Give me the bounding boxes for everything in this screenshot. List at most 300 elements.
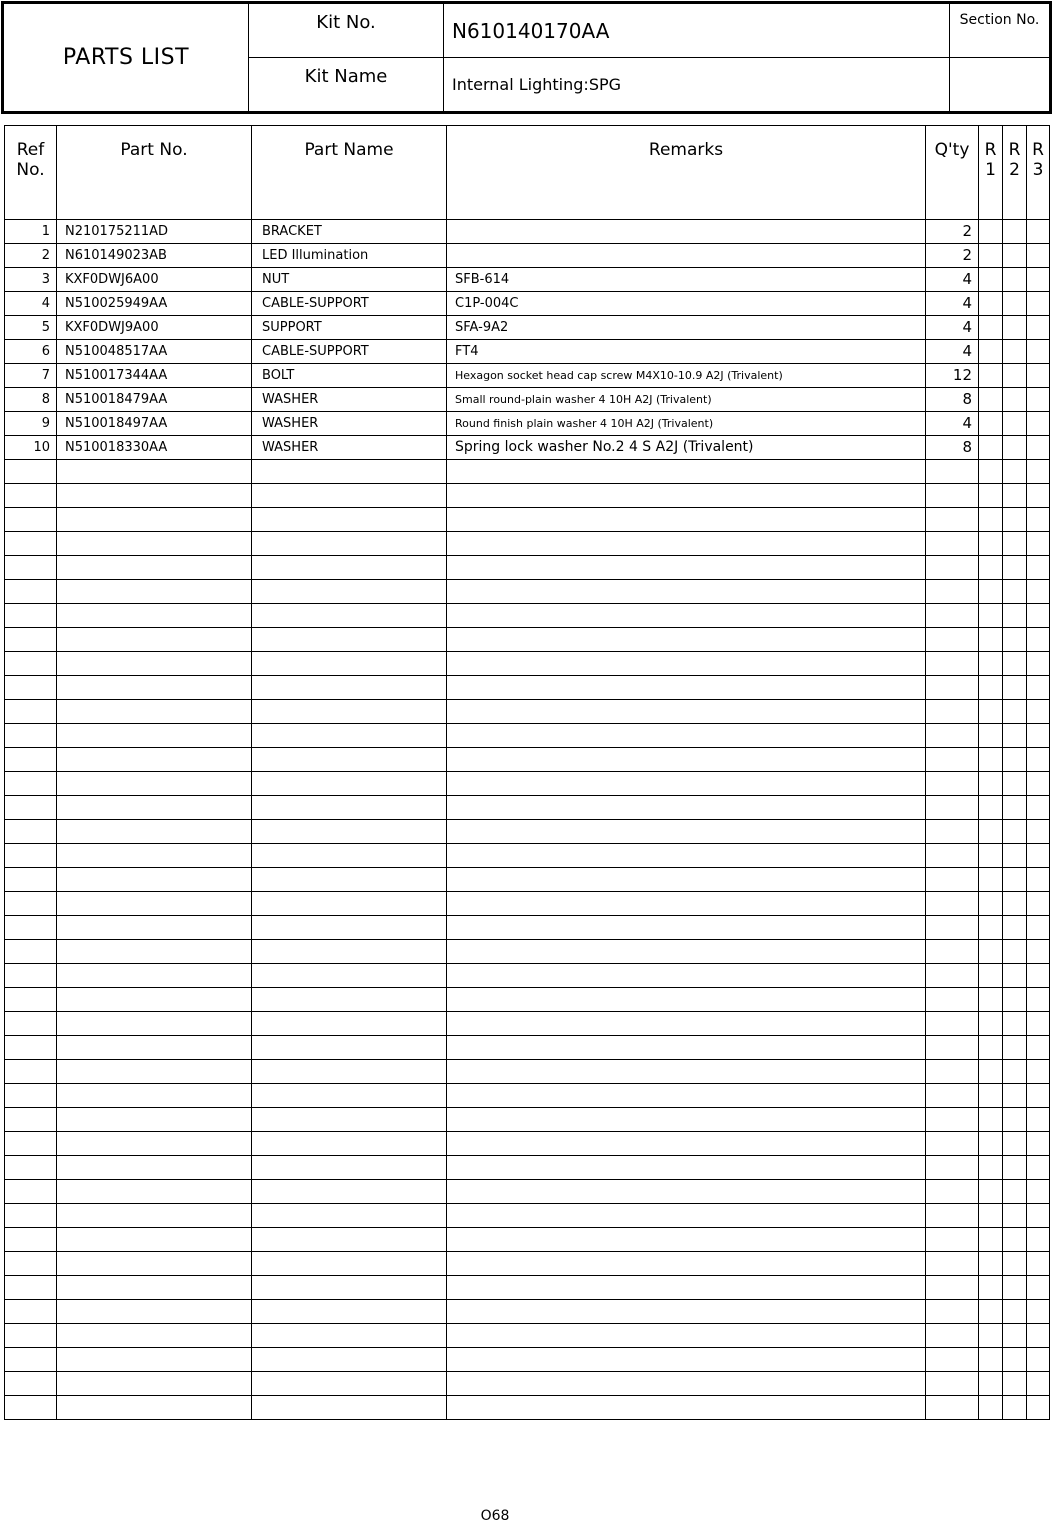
table-row-empty — [5, 556, 1050, 580]
empty-cell — [57, 700, 252, 724]
part-no-cell: N510025949AA — [57, 292, 252, 316]
qty-cell: 12 — [926, 364, 979, 388]
empty-cell — [5, 1204, 57, 1228]
empty-cell — [5, 1108, 57, 1132]
empty-cell — [1003, 940, 1027, 964]
empty-cell — [1003, 484, 1027, 508]
ref-no-cell: 8 — [5, 388, 57, 412]
empty-cell — [1027, 1252, 1050, 1276]
qty-cell: 4 — [926, 316, 979, 340]
empty-cell — [1003, 1324, 1027, 1348]
table-row-empty — [5, 1060, 1050, 1084]
empty-cell — [447, 916, 926, 940]
empty-cell — [1003, 844, 1027, 868]
empty-cell — [447, 676, 926, 700]
col-header-part-no: Part No. — [57, 126, 252, 220]
empty-cell — [252, 1084, 447, 1108]
r2-cell — [1003, 220, 1027, 244]
empty-cell — [926, 988, 979, 1012]
table-row-empty — [5, 508, 1050, 532]
empty-cell — [5, 460, 57, 484]
table-row-empty — [5, 1228, 1050, 1252]
empty-cell — [926, 820, 979, 844]
empty-cell — [57, 988, 252, 1012]
empty-cell — [5, 796, 57, 820]
part-no-cell: N610149023AB — [57, 244, 252, 268]
empty-cell — [57, 724, 252, 748]
empty-cell — [926, 964, 979, 988]
empty-cell — [5, 1228, 57, 1252]
empty-cell — [979, 844, 1003, 868]
empty-cell — [5, 532, 57, 556]
table-row-empty — [5, 1036, 1050, 1060]
empty-cell — [5, 1180, 57, 1204]
empty-cell — [252, 1228, 447, 1252]
table-row-empty — [5, 1180, 1050, 1204]
r1-cell — [979, 436, 1003, 460]
empty-cell — [57, 796, 252, 820]
empty-cell — [979, 700, 1003, 724]
empty-cell — [926, 1156, 979, 1180]
empty-cell — [979, 1012, 1003, 1036]
empty-cell — [447, 700, 926, 724]
empty-cell — [1027, 652, 1050, 676]
empty-cell — [979, 1300, 1003, 1324]
empty-cell — [57, 1012, 252, 1036]
empty-cell — [1027, 988, 1050, 1012]
empty-cell — [1003, 1036, 1027, 1060]
empty-cell — [252, 988, 447, 1012]
empty-cell — [979, 532, 1003, 556]
empty-cell — [1003, 652, 1027, 676]
empty-cell — [57, 1108, 252, 1132]
empty-cell — [5, 844, 57, 868]
empty-cell — [979, 1348, 1003, 1372]
empty-cell — [1027, 628, 1050, 652]
empty-cell — [1027, 1060, 1050, 1084]
empty-cell — [926, 1324, 979, 1348]
col-header-part-name: Part Name — [252, 126, 447, 220]
header-box — [1, 1, 1052, 114]
table-row-empty — [5, 892, 1050, 916]
empty-cell — [447, 844, 926, 868]
empty-cell — [252, 484, 447, 508]
table-row — [5, 340, 1050, 364]
r3-cell — [1027, 244, 1050, 268]
empty-cell — [252, 652, 447, 676]
table-row — [5, 292, 1050, 316]
empty-cell — [252, 748, 447, 772]
r1-cell — [979, 340, 1003, 364]
empty-cell — [926, 796, 979, 820]
empty-cell — [1027, 748, 1050, 772]
part-no-cell: N510018479AA — [57, 388, 252, 412]
empty-cell — [979, 1036, 1003, 1060]
empty-cell — [979, 1228, 1003, 1252]
part-name-cell: WASHER — [252, 436, 447, 460]
empty-cell — [1027, 1204, 1050, 1228]
empty-cell — [5, 700, 57, 724]
empty-cell — [5, 556, 57, 580]
parts-table — [4, 125, 1050, 1420]
r3-cell — [1027, 292, 1050, 316]
empty-cell — [1027, 1132, 1050, 1156]
remarks-cell: Round finish plain washer 4 10H A2J (Trivalent) — [447, 412, 926, 436]
empty-cell — [1003, 1132, 1027, 1156]
empty-cell — [926, 1396, 979, 1420]
empty-cell — [57, 460, 252, 484]
empty-cell — [57, 1036, 252, 1060]
table-row-empty — [5, 1108, 1050, 1132]
empty-cell — [1003, 988, 1027, 1012]
empty-cell — [5, 1252, 57, 1276]
empty-cell — [252, 916, 447, 940]
empty-cell — [57, 820, 252, 844]
ref-no-cell: 4 — [5, 292, 57, 316]
ref-no-cell: 10 — [5, 436, 57, 460]
empty-cell — [926, 772, 979, 796]
empty-cell — [1027, 508, 1050, 532]
empty-cell — [447, 1372, 926, 1396]
empty-cell — [1027, 796, 1050, 820]
empty-cell — [57, 604, 252, 628]
empty-cell — [5, 772, 57, 796]
r2-cell — [1003, 388, 1027, 412]
empty-cell — [1003, 772, 1027, 796]
empty-cell — [1003, 700, 1027, 724]
table-row-empty — [5, 1156, 1050, 1180]
empty-cell — [447, 868, 926, 892]
ref-no-cell: 3 — [5, 268, 57, 292]
kit-no-value: N610140170AA — [444, 3, 950, 58]
empty-cell — [57, 1252, 252, 1276]
empty-cell — [57, 964, 252, 988]
empty-cell — [447, 1132, 926, 1156]
table-row-empty — [5, 844, 1050, 868]
remarks-cell — [447, 244, 926, 268]
r2-cell — [1003, 364, 1027, 388]
empty-cell — [979, 796, 1003, 820]
part-name-cell: BOLT — [252, 364, 447, 388]
empty-cell — [979, 1276, 1003, 1300]
empty-cell — [447, 964, 926, 988]
empty-cell — [447, 556, 926, 580]
empty-cell — [1027, 892, 1050, 916]
empty-cell — [5, 1156, 57, 1180]
r1-cell — [979, 316, 1003, 340]
empty-cell — [252, 1012, 447, 1036]
r1-cell — [979, 412, 1003, 436]
empty-cell — [1027, 532, 1050, 556]
empty-cell — [252, 1252, 447, 1276]
empty-cell — [1027, 1300, 1050, 1324]
empty-cell — [926, 1036, 979, 1060]
table-row-empty — [5, 940, 1050, 964]
empty-cell — [926, 1276, 979, 1300]
empty-cell — [252, 1300, 447, 1324]
empty-cell — [1027, 1228, 1050, 1252]
empty-cell — [447, 1276, 926, 1300]
r3-cell — [1027, 388, 1050, 412]
table-row-empty — [5, 964, 1050, 988]
table-row-empty — [5, 1276, 1050, 1300]
r1-cell — [979, 220, 1003, 244]
empty-cell — [5, 1300, 57, 1324]
empty-cell — [57, 484, 252, 508]
empty-cell — [447, 820, 926, 844]
empty-cell — [979, 940, 1003, 964]
empty-cell — [1027, 1276, 1050, 1300]
empty-cell — [447, 1108, 926, 1132]
empty-cell — [57, 1156, 252, 1180]
part-no-cell: N510017344AA — [57, 364, 252, 388]
empty-cell — [252, 1372, 447, 1396]
part-no-cell: N510018497AA — [57, 412, 252, 436]
kit-name-label: Kit Name — [249, 58, 444, 113]
empty-cell — [5, 916, 57, 940]
empty-cell — [447, 1348, 926, 1372]
empty-cell — [5, 988, 57, 1012]
remarks-cell: SFB-614 — [447, 268, 926, 292]
col-header-r3: R 3 — [1027, 126, 1050, 220]
empty-cell — [979, 1204, 1003, 1228]
empty-cell — [1027, 1108, 1050, 1132]
empty-cell — [57, 916, 252, 940]
empty-cell — [447, 604, 926, 628]
empty-cell — [926, 1084, 979, 1108]
empty-cell — [926, 1204, 979, 1228]
remarks-cell — [447, 220, 926, 244]
r1-cell — [979, 364, 1003, 388]
empty-cell — [979, 676, 1003, 700]
table-row-empty — [5, 820, 1050, 844]
empty-cell — [57, 532, 252, 556]
empty-cell — [5, 1060, 57, 1084]
empty-cell — [1027, 820, 1050, 844]
empty-cell — [1003, 868, 1027, 892]
r3-cell — [1027, 316, 1050, 340]
empty-cell — [252, 580, 447, 604]
empty-cell — [926, 508, 979, 532]
empty-cell — [1003, 1060, 1027, 1084]
empty-cell — [979, 1132, 1003, 1156]
r2-cell — [1003, 340, 1027, 364]
empty-cell — [57, 556, 252, 580]
empty-cell — [252, 1132, 447, 1156]
empty-cell — [1027, 460, 1050, 484]
empty-cell — [926, 556, 979, 580]
qty-cell: 8 — [926, 388, 979, 412]
table-row-empty — [5, 1396, 1050, 1420]
empty-cell — [57, 676, 252, 700]
empty-cell — [252, 1060, 447, 1084]
ref-no-cell: 7 — [5, 364, 57, 388]
ref-no-cell: 2 — [5, 244, 57, 268]
ref-no-cell: 5 — [5, 316, 57, 340]
empty-cell — [5, 1012, 57, 1036]
empty-cell — [1003, 580, 1027, 604]
empty-cell — [252, 868, 447, 892]
empty-cell — [1027, 556, 1050, 580]
table-row-empty — [5, 724, 1050, 748]
col-header-qty: Q'ty — [926, 126, 979, 220]
table-row-empty — [5, 628, 1050, 652]
empty-cell — [1027, 700, 1050, 724]
empty-cell — [57, 748, 252, 772]
empty-cell — [57, 652, 252, 676]
part-name-cell: NUT — [252, 268, 447, 292]
part-no-cell: N510018330AA — [57, 436, 252, 460]
empty-cell — [57, 580, 252, 604]
empty-cell — [57, 1060, 252, 1084]
empty-cell — [979, 1396, 1003, 1420]
empty-cell — [57, 1276, 252, 1300]
page-number: O68 — [480, 1508, 510, 1524]
empty-cell — [57, 844, 252, 868]
empty-cell — [447, 1252, 926, 1276]
empty-cell — [252, 892, 447, 916]
empty-cell — [5, 1036, 57, 1060]
r2-cell — [1003, 412, 1027, 436]
empty-cell — [1003, 1156, 1027, 1180]
empty-cell — [5, 628, 57, 652]
empty-cell — [5, 484, 57, 508]
empty-cell — [447, 508, 926, 532]
part-no-cell: KXF0DWJ9A00 — [57, 316, 252, 340]
r3-cell — [1027, 364, 1050, 388]
empty-cell — [979, 988, 1003, 1012]
empty-cell — [979, 772, 1003, 796]
empty-cell — [1003, 748, 1027, 772]
empty-cell — [926, 580, 979, 604]
empty-cell — [57, 940, 252, 964]
empty-cell — [447, 1012, 926, 1036]
empty-cell — [252, 1204, 447, 1228]
empty-cell — [979, 1084, 1003, 1108]
empty-cell — [1003, 1084, 1027, 1108]
empty-cell — [447, 772, 926, 796]
table-row-empty — [5, 580, 1050, 604]
remarks-cell: Spring lock washer No.2 4 S A2J (Trivalent) — [447, 436, 926, 460]
empty-cell — [979, 1324, 1003, 1348]
empty-cell — [926, 1012, 979, 1036]
empty-cell — [447, 1396, 926, 1420]
r2-cell — [1003, 292, 1027, 316]
empty-cell — [979, 892, 1003, 916]
empty-cell — [5, 724, 57, 748]
empty-cell — [5, 892, 57, 916]
table-row-empty — [5, 484, 1050, 508]
empty-cell — [979, 1252, 1003, 1276]
empty-cell — [447, 892, 926, 916]
part-name-cell: CABLE-SUPPORT — [252, 292, 447, 316]
empty-cell — [252, 844, 447, 868]
empty-cell — [926, 1252, 979, 1276]
table-row-empty — [5, 700, 1050, 724]
r3-cell — [1027, 340, 1050, 364]
empty-cell — [926, 868, 979, 892]
empty-cell — [1003, 1252, 1027, 1276]
empty-cell — [252, 604, 447, 628]
empty-cell — [447, 988, 926, 1012]
empty-cell — [447, 724, 926, 748]
kit-no-label: Kit No. — [249, 3, 444, 58]
col-header-ref-no: Ref No. — [5, 126, 57, 220]
empty-cell — [1027, 676, 1050, 700]
empty-cell — [1027, 964, 1050, 988]
empty-cell — [252, 1036, 447, 1060]
empty-cell — [252, 676, 447, 700]
empty-cell — [447, 652, 926, 676]
empty-cell — [1003, 508, 1027, 532]
empty-cell — [1003, 796, 1027, 820]
empty-cell — [1027, 1012, 1050, 1036]
empty-cell — [1003, 556, 1027, 580]
empty-cell — [926, 1060, 979, 1084]
empty-cell — [926, 604, 979, 628]
empty-cell — [979, 508, 1003, 532]
table-row — [5, 244, 1050, 268]
empty-cell — [252, 964, 447, 988]
table-row-empty — [5, 988, 1050, 1012]
empty-cell — [57, 868, 252, 892]
part-name-cell: CABLE-SUPPORT — [252, 340, 447, 364]
empty-cell — [5, 1372, 57, 1396]
empty-cell — [5, 1348, 57, 1372]
empty-cell — [926, 460, 979, 484]
empty-cell — [1003, 676, 1027, 700]
empty-cell — [1003, 1276, 1027, 1300]
empty-cell — [1027, 1084, 1050, 1108]
empty-cell — [57, 1132, 252, 1156]
empty-cell — [252, 1324, 447, 1348]
empty-cell — [5, 1324, 57, 1348]
parts-table-body — [5, 220, 1050, 1420]
r3-cell — [1027, 220, 1050, 244]
empty-cell — [57, 1300, 252, 1324]
empty-cell — [5, 1132, 57, 1156]
remarks-cell: C1P-004C — [447, 292, 926, 316]
part-name-cell: WASHER — [252, 412, 447, 436]
empty-cell — [1027, 772, 1050, 796]
empty-cell — [5, 1084, 57, 1108]
empty-cell — [1027, 1348, 1050, 1372]
table-row — [5, 412, 1050, 436]
empty-cell — [5, 964, 57, 988]
empty-cell — [1027, 1156, 1050, 1180]
empty-cell — [979, 460, 1003, 484]
section-no-value — [950, 58, 1051, 113]
empty-cell — [979, 628, 1003, 652]
empty-cell — [1003, 820, 1027, 844]
table-row-empty — [5, 1084, 1050, 1108]
empty-cell — [5, 820, 57, 844]
table-row-empty — [5, 916, 1050, 940]
empty-cell — [926, 700, 979, 724]
empty-cell — [926, 940, 979, 964]
empty-cell — [5, 508, 57, 532]
empty-cell — [1003, 916, 1027, 940]
table-row-empty — [5, 604, 1050, 628]
empty-cell — [926, 1372, 979, 1396]
empty-cell — [57, 1084, 252, 1108]
empty-cell — [57, 772, 252, 796]
empty-cell — [979, 484, 1003, 508]
empty-cell — [447, 1156, 926, 1180]
remarks-cell: FT4 — [447, 340, 926, 364]
table-row — [5, 388, 1050, 412]
table-row — [5, 436, 1050, 460]
